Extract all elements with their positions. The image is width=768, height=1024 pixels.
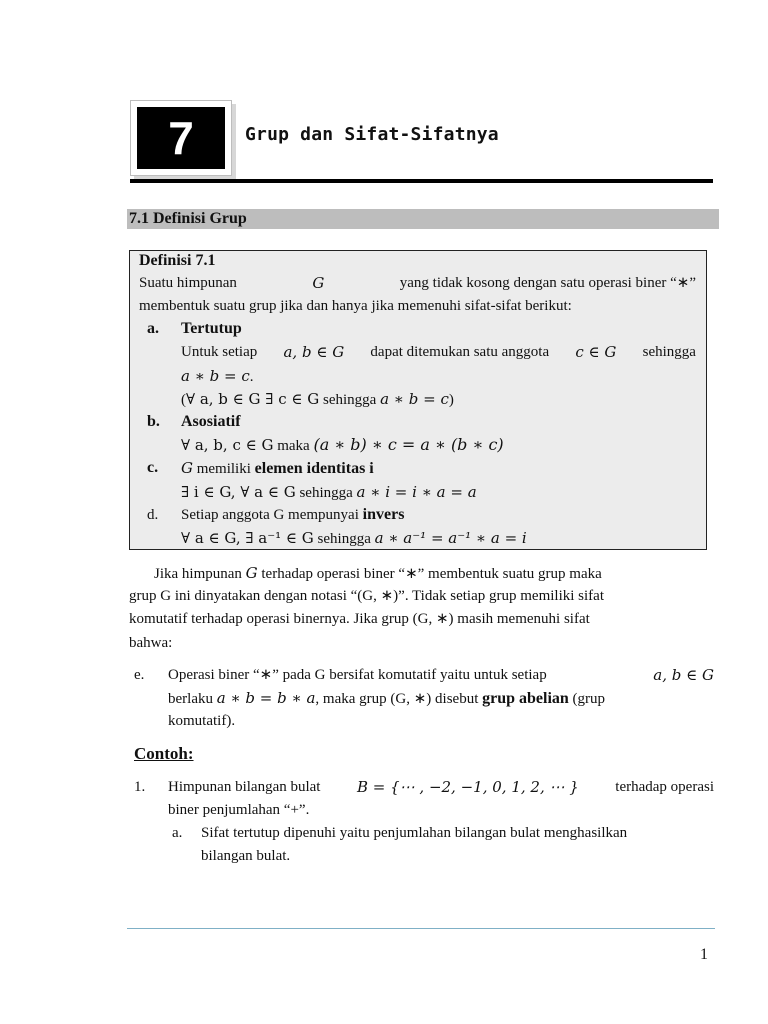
page-number: 1 xyxy=(700,946,708,963)
item-d-title xyxy=(181,505,404,525)
definition-intro-line-2: membentuk suatu grup jika dan hanya jika memenuhi sifat-sifat berikut: xyxy=(139,298,572,314)
contoh-1-marker: 1. xyxy=(134,779,146,795)
item-b-text: maka xyxy=(277,438,310,454)
intro-math-G: G xyxy=(312,274,325,292)
item-e-text-2: berlaku xyxy=(168,691,213,707)
item-e-text-3: , maka grup (G, ∗) disebut xyxy=(315,691,479,707)
item-c-text-2: sehingga xyxy=(299,485,353,501)
paragraph-line-3: komutatif terhadap operasi binernya. Jika grup (G, ∗) masih memenuhi sifat xyxy=(129,611,590,627)
item-e-bold: grup abelian xyxy=(482,690,569,707)
definition-intro-line-1 xyxy=(139,273,696,293)
item-a-math-5: a ∗ b = c xyxy=(380,390,449,408)
contoh-1a-line-1: Sifat tertutup dipenuhi yaitu penjumlahan bilangan bulat menghasilkan xyxy=(201,825,628,841)
item-a-text-4: sehingga xyxy=(322,392,377,408)
item-e-text: Operasi biner “∗” pada G bersifat komutatif yaitu untuk setiap xyxy=(168,667,547,683)
contoh-1-line-2: biner penjumlahan “+”. xyxy=(168,802,310,818)
item-e-line-2 xyxy=(168,688,605,709)
contoh-1-math: B = {⋯ , −2, −1, 0, 1, 2, ⋯ } xyxy=(356,778,579,796)
section-title: 7.1 Definisi Grup xyxy=(129,210,247,227)
intro-text-2: yang tidak kosong dengan satu operasi biner “∗” xyxy=(399,275,696,291)
chapter-number-box xyxy=(130,100,232,176)
paragraph-line-4: bahwa: xyxy=(129,635,173,651)
item-a-text: Untuk setiap xyxy=(181,344,258,360)
item-c-line-1 xyxy=(181,482,477,503)
paren-close: ) xyxy=(448,392,454,408)
item-b-marker: b. xyxy=(147,413,160,430)
item-c-math-G: G xyxy=(181,459,193,477)
paragraph-math-G: G xyxy=(245,564,258,582)
item-a-line-3 xyxy=(181,389,454,410)
item-d-line-1 xyxy=(181,528,527,549)
item-d-bold: invers xyxy=(362,506,405,523)
item-a-line-1 xyxy=(181,342,696,362)
paragraph-line-2: grup G ini dinyatakan dengan notasi “(G, ∗)”. Tidak setiap grup memiliki sifat xyxy=(129,588,604,604)
item-e-marker: e. xyxy=(134,667,145,683)
item-d-marker: d. xyxy=(147,507,159,523)
item-c-bold: elemen identitas i xyxy=(254,460,374,477)
item-a-math-3: a ∗ b = c xyxy=(181,367,250,385)
contoh-1-line-1 xyxy=(168,777,714,797)
paren-open: ( xyxy=(181,392,186,408)
item-d-text-2: sehingga xyxy=(317,531,371,547)
item-a-math-2: c ∈ G xyxy=(575,343,617,361)
contoh-1a-line-2: bilangan bulat. xyxy=(201,848,291,864)
item-d-text: Setiap anggota G mempunyai xyxy=(181,507,359,523)
item-c-math-1: ∃ i ∈ G, ∀ a ∈ G xyxy=(181,483,296,501)
item-a-marker: a. xyxy=(147,320,159,337)
item-a-title: Tertutup xyxy=(181,320,242,337)
item-b-line-1 xyxy=(181,435,504,456)
paragraph-text-2: terhadap operasi biner “∗” membentuk suatu grup maka xyxy=(261,566,602,582)
chapter-number: 7 xyxy=(137,107,225,169)
contoh-1-text: Himpunan bilangan bulat xyxy=(168,779,321,795)
item-a-math-4: ∀ a, b ∈ G ∃ c ∈ G xyxy=(186,390,320,408)
item-a-text-2: dapat ditemukan satu anggota xyxy=(370,344,550,360)
item-b-math-2: (a ∗ b) ∗ c = a ∗ (b ∗ c) xyxy=(313,435,504,454)
item-c-title xyxy=(181,458,374,479)
item-a-line-2 xyxy=(181,366,254,387)
footer-rule xyxy=(127,928,715,929)
item-b-title: Asosiatif xyxy=(181,413,241,430)
item-a-math-1: a, b ∈ G xyxy=(283,343,345,361)
item-a-text-3: sehingga xyxy=(642,344,696,360)
item-c-text: memiliki xyxy=(196,461,251,477)
item-d-math-1: ∀ a ∈ G, ∃ a⁻¹ ∈ G xyxy=(181,529,314,547)
item-e-math-1: a, b ∈ G xyxy=(653,666,714,684)
chapter-title: Grup dan Sifat-Sifatnya xyxy=(245,124,499,145)
item-c-marker: c. xyxy=(147,459,159,476)
item-e-math-2: a ∗ b = b ∗ a xyxy=(216,689,316,707)
item-c-math-2: a ∗ i = i ∗ a = a xyxy=(356,483,477,501)
item-d-math-2: a ∗ a⁻¹ = a⁻¹ ∗ a = i xyxy=(374,529,527,547)
intro-text: Suatu himpunan xyxy=(139,275,237,291)
contoh-heading: Contoh: xyxy=(134,744,194,763)
definition-heading: Definisi 7.1 xyxy=(139,252,216,269)
contoh-1-text-2: terhadap operasi xyxy=(615,779,714,795)
paragraph-text: Jika himpunan xyxy=(154,566,242,582)
item-e-line-1 xyxy=(168,665,714,685)
contoh-1a-marker: a. xyxy=(172,825,183,841)
item-b-math-1: ∀ a, b, c ∈ G xyxy=(181,436,274,454)
paragraph-line-1 xyxy=(154,563,714,584)
item-e-line-3: komutatif). xyxy=(168,713,236,729)
item-e-text-4: (grup xyxy=(572,691,606,707)
item-a-dot: . xyxy=(249,369,254,385)
chapter-rule xyxy=(130,179,713,183)
